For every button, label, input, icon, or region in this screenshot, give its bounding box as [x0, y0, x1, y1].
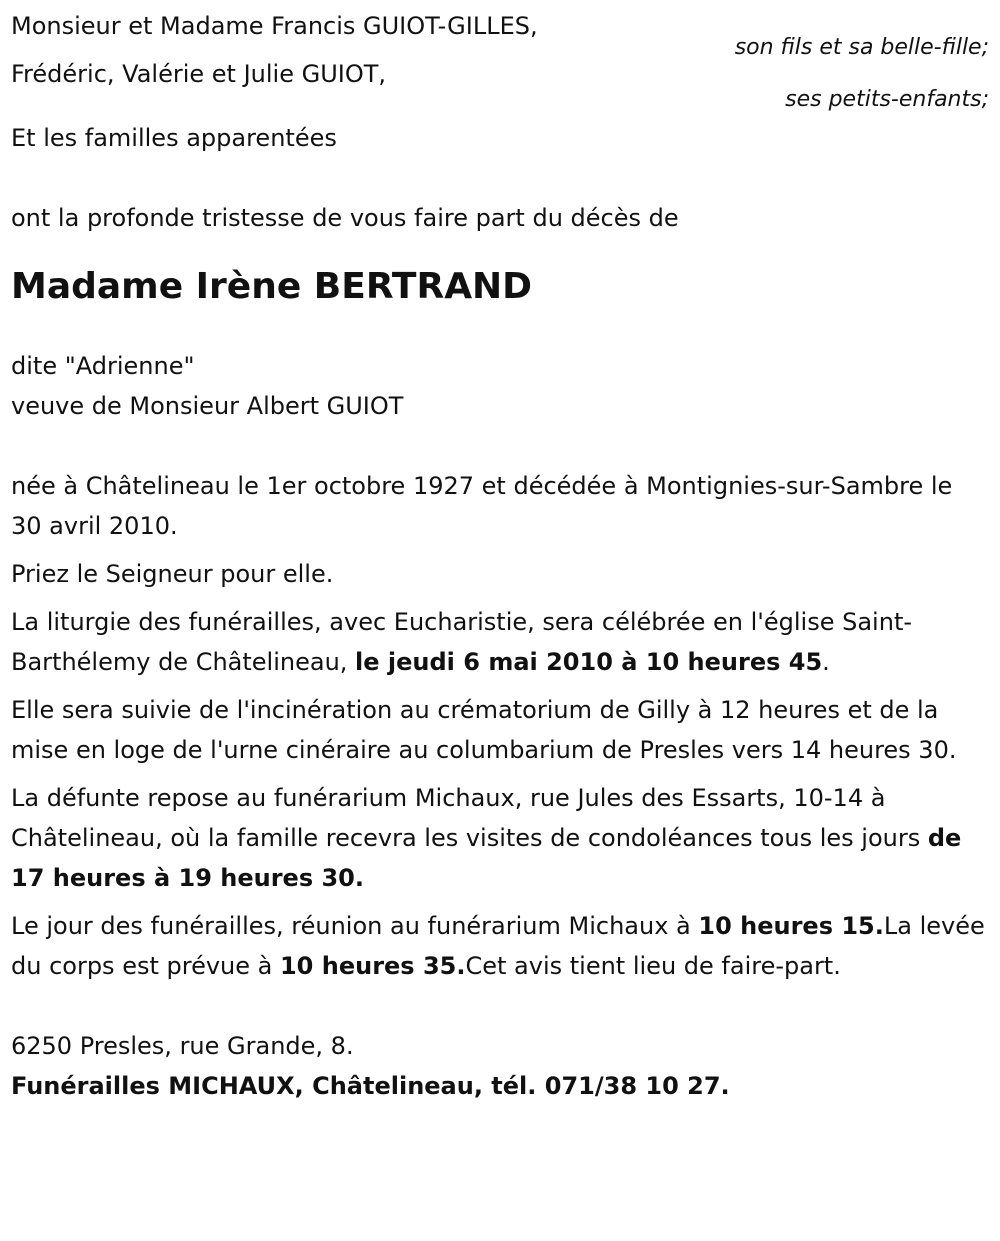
family-grandchildren-relation: ses petits-enfants;	[785, 87, 989, 112]
visitation-hours: de 17 heures à 19 heures 30.	[11, 824, 962, 892]
family-list	[11, 6, 989, 158]
family-related: Et les familles apparentées	[11, 124, 337, 152]
visitation-paragraph	[11, 778, 989, 898]
funeral-day-text3: Cet avis tient lieu de faire-part.	[465, 952, 841, 980]
funeral-day-time1: 10 heures 15.	[698, 912, 884, 940]
liturgy-text: La liturgie des funérailles, avec Eucharistie, sera célébrée en l'église Saint-Barthélemy de Châtelineau,	[11, 608, 913, 676]
funeral-day-time2: 10 heures 35.	[279, 952, 466, 980]
deceased-name: Madame Irène BERTRAND	[11, 266, 533, 307]
deceased-widow-of: veuve de Monsieur Albert GUIOT	[11, 392, 404, 420]
liturgy-date: le jeudi 6 mai 2010 à 10 heures 45	[355, 648, 823, 676]
visitation-text: La défunte repose au funérarium Michaux, rue Jules des Essarts, 10-14 à Châtelineau, où la famille recevra les visites de condoléances tous les jours	[11, 784, 928, 852]
funeral-home-text	[11, 1066, 989, 1106]
liturgy-end: .	[822, 648, 830, 676]
address-text: 6250 Presles, rue Grande, 8.	[11, 1032, 354, 1060]
family-son-name: Monsieur et Madame Francis GUIOT-GILLES,	[11, 12, 538, 40]
funeral-day-paragraph	[11, 906, 989, 986]
funeral-day-text2: La levée du corps est prévue à	[11, 912, 985, 980]
family-grandchildren-name: Frédéric, Valérie et Julie GUIOT,	[11, 60, 387, 88]
obituary-notice	[11, 6, 989, 1106]
cremation-text: Elle sera suivie de l'incinération au crématorium de Gilly à 12 heures et de la mise en loge de l'urne cinéraire au columbarium de Presles vers 14 heures 30.	[11, 696, 957, 764]
prayer-text: Priez le Seigneur pour elle.	[11, 560, 334, 588]
deceased-alias: dite "Adrienne"	[11, 352, 195, 380]
announcement-text: ont la profonde tristesse de vous faire part du décès de	[11, 204, 679, 232]
birth-death-text: née à Châtelineau le 1er octobre 1927 et décédée à Montignies-sur-Sambre le 30 avril 2010.	[11, 472, 953, 540]
liturgy-paragraph	[11, 602, 989, 682]
family-son-relation: son fils et sa belle-fille;	[734, 35, 989, 60]
funeral-day-text1: Le jour des funérailles, réunion au funérarium Michaux à	[11, 912, 699, 940]
funeral-home-name: Funérailles MICHAUX, Châtelineau, tél. 071/38 10 27.	[11, 1072, 730, 1100]
